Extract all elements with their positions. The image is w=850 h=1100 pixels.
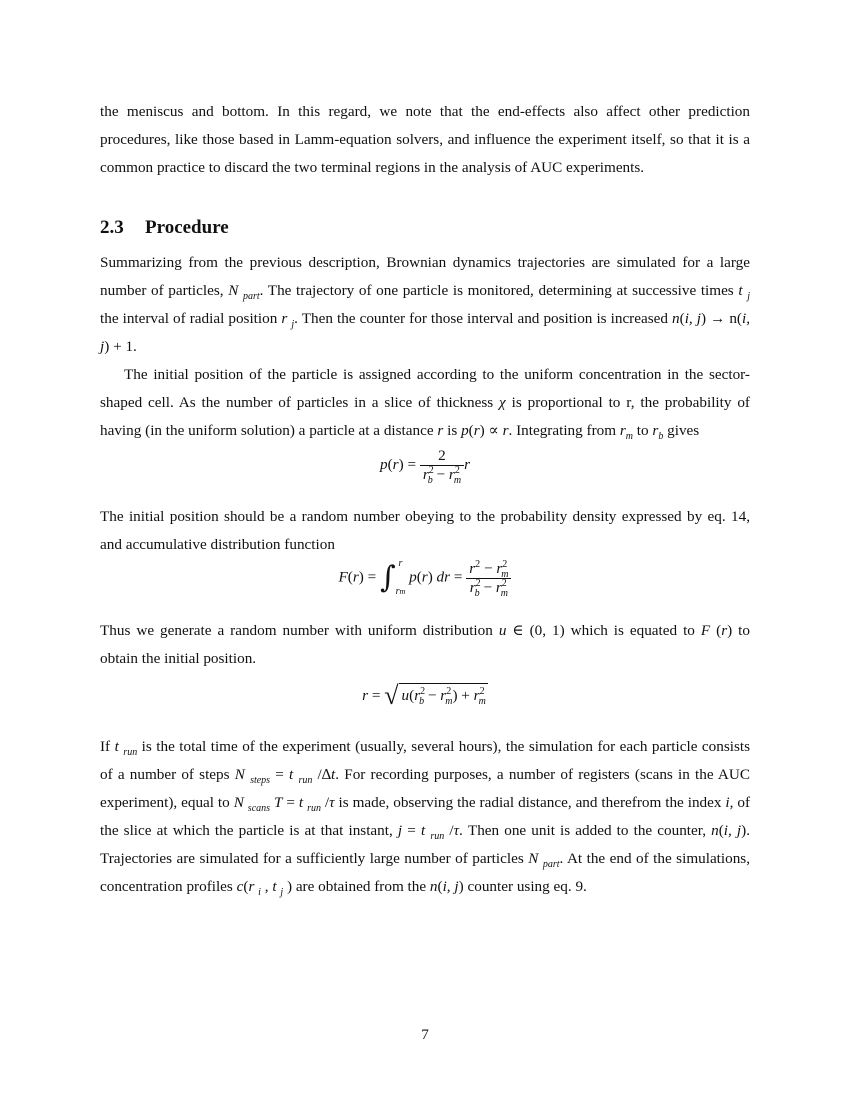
- equation-cdf: F(r) = ∫ r rm p(r) dr = $\frac{r^2 - r^2_m}{r^2_b - r^2_m}$: [100, 559, 750, 617]
- paragraph-top: the meniscus and bottom. In this regard, we note that the end-effects also affect other prediction procedures, like those based in Lamm-equation solvers, and influence the experiment itself, so that it is a common practice to discard the two terminal regions in the analysis of AUC experiments.: [100, 103, 750, 176]
- equation-pdf: p(r) = $\frac{2}{r^2_b - r^2_m}$ r: [380, 447, 470, 487]
- paragraph-1: Summarizing from the previous description, Brownian dynamics trajectories are simulated for a large number of particles, N $_{part}$. The trajectory of one particle is monitored, determining at successive times t $_j$ the interval of radial position r $_j$. Then the counter for those interval and position is increased n(i, j) → n(i, j) + 1.: [100, 254, 751, 355]
- paragraph-4: Thus we generate a random number with uniform distribution u ∈ (0, 1) which is equated to F (r) to obtain the initial position.: [100, 622, 750, 667]
- equation-sqrt: r = √ $u(r^2_b - r^2_m) + r^2_m$: [362, 681, 486, 710]
- paragraph-5: If t $_{run}$ is the total time of the experiment (usually, several hours), the simulation for each particle consists of a number of steps N $_{steps}$ = t $_{run}$ /∆t. For recording purposes, a number of registers (scans in the AUC experiment), equal to N $_{scans}$ T = t $_{run}$ /τ is made, observing the radial distance, and therefrom the index i, of the slice at which the particle is at that instant, j = t $_{run}$ /τ. Then one unit is added to the counter, n(i, j). Trajectories are simulated for a sufficiently large number of particles N $_{part}$. At the end of the simulations, concentration profiles c(r $_i$ , t $_j$ ) are obtained from the n(i, j) counter using eq. 9.: [100, 738, 751, 899]
- page-body: [100, 98, 750, 901]
- section-number: 2.3: [100, 217, 124, 238]
- page-number: 7: [421, 1026, 429, 1043]
- section-heading: [100, 214, 750, 242]
- paragraph-2: The initial position of the particle is assigned according to the uniform concentration in the sector-shaped cell. As the number of particles in a slice of thickness χ is proportional to r, the probability of having (in the uniform solution) a particle at a distance r is p(r) ∝ r. Integrating from $r_m$ to $r_b$ gives: [100, 366, 750, 443]
- section-title: Procedure: [145, 217, 229, 238]
- paragraph-3: The initial position should be a random number obeying to the probability density expressed by eq. 14, and accumulative distribution function: [100, 508, 750, 553]
